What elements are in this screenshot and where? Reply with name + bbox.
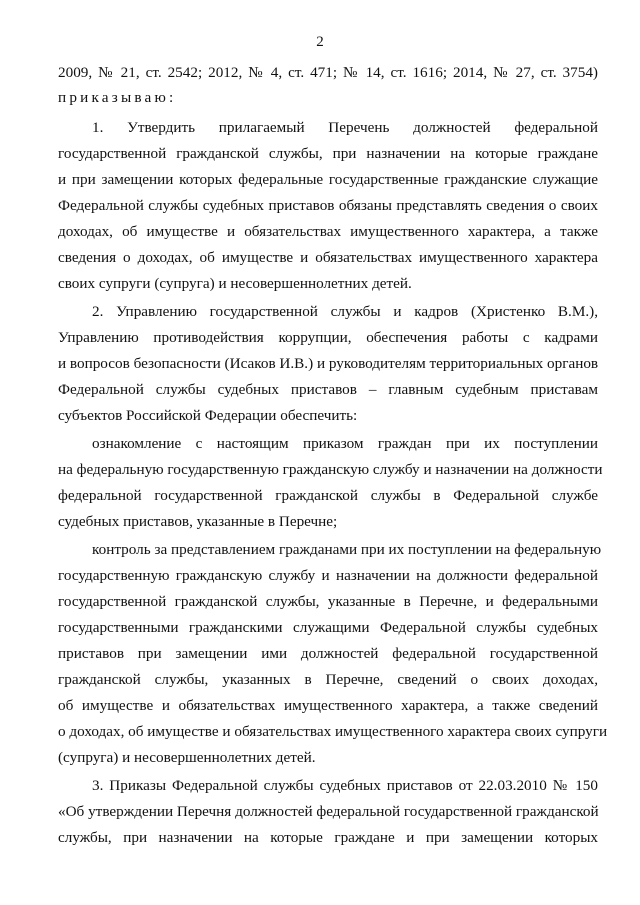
text-line: гражданской службы, указанных в Перечне, сведений о своих доходах, xyxy=(58,671,598,688)
text-line: сведения о доходах, об имуществе и обязательствах имущественного характера xyxy=(58,249,598,266)
text-line: и вопросов безопасности (Исаков И.В.) и руководителям территориальных органов xyxy=(58,355,599,372)
text-line: службы, при назначении на которые граждане и при замещении которых xyxy=(58,829,598,846)
text-line: субъектов Российской Федерации обеспечить: xyxy=(58,407,358,424)
text-line: «Об утверждении Перечня должностей федеральной государственной гражданской xyxy=(58,803,599,820)
text-line: своих супруги (супруга) и несовершеннолетних детей. xyxy=(58,275,412,292)
text-line: контроль за представлением гражданами при их поступлении на федеральную xyxy=(92,541,602,558)
text-line: приставов при замещении ими должностей федеральной государственной xyxy=(58,645,598,662)
text-line: на федеральную государственную гражданскую службу и назначении на должности xyxy=(58,461,603,478)
text-line: государственную гражданскую службу и назначении на должности федеральной xyxy=(58,567,598,584)
text-line: государственной гражданской службы, указанные в Перечне, и федеральными xyxy=(58,593,598,610)
text-line: государственной гражданской службы, при назначении на которые граждане xyxy=(58,145,598,162)
text-line: о доходах, об имуществе и обязательствах имущественного характера своих супруги xyxy=(58,723,608,740)
text-line: Управлению противодействия коррупции, обеспечения работы с кадрами xyxy=(58,329,598,346)
text-line: доходах, об имуществе и обязательствах имущественного характера, а также xyxy=(58,223,598,240)
text-line: судебных приставов, указанные в Перечне; xyxy=(58,513,338,530)
text-line: ознакомление с настоящим приказом граждан при их поступлении xyxy=(92,435,598,452)
text-line: об имуществе и обязательствах имущественного характера, а также сведений xyxy=(58,697,598,714)
text-line: приказываю: xyxy=(58,89,177,106)
text-line: Федеральной службы судебных приставов обязаны представлять сведения о своих xyxy=(58,197,598,214)
text-line: федеральной государственной гражданской службы в Федеральной службе xyxy=(58,487,598,504)
text-line: и при замещении которых федеральные государственные гражданские служащие xyxy=(58,171,598,188)
text-line: (супруга) и несовершеннолетних детей. xyxy=(58,749,316,766)
text-line: Федеральной службы судебных приставов – главным судебным приставам xyxy=(58,381,598,398)
page-number: 2 xyxy=(316,34,324,50)
text-line: 1. Утвердить прилагаемый Перечень должностей федеральной xyxy=(92,119,598,136)
text-line: государственными гражданскими служащими Федеральной службы судебных xyxy=(58,619,598,636)
text-line: 2009, № 21, ст. 2542; 2012, № 4, ст. 471; № 14, ст. 1616; 2014, № 27, ст. 3754) xyxy=(58,64,598,81)
text-line: 2. Управлению государственной службы и кадров (Христенко В.М.), xyxy=(92,303,598,320)
text-line: 3. Приказы Федеральной службы судебных приставов от 22.03.2010 № 150 xyxy=(92,777,598,794)
